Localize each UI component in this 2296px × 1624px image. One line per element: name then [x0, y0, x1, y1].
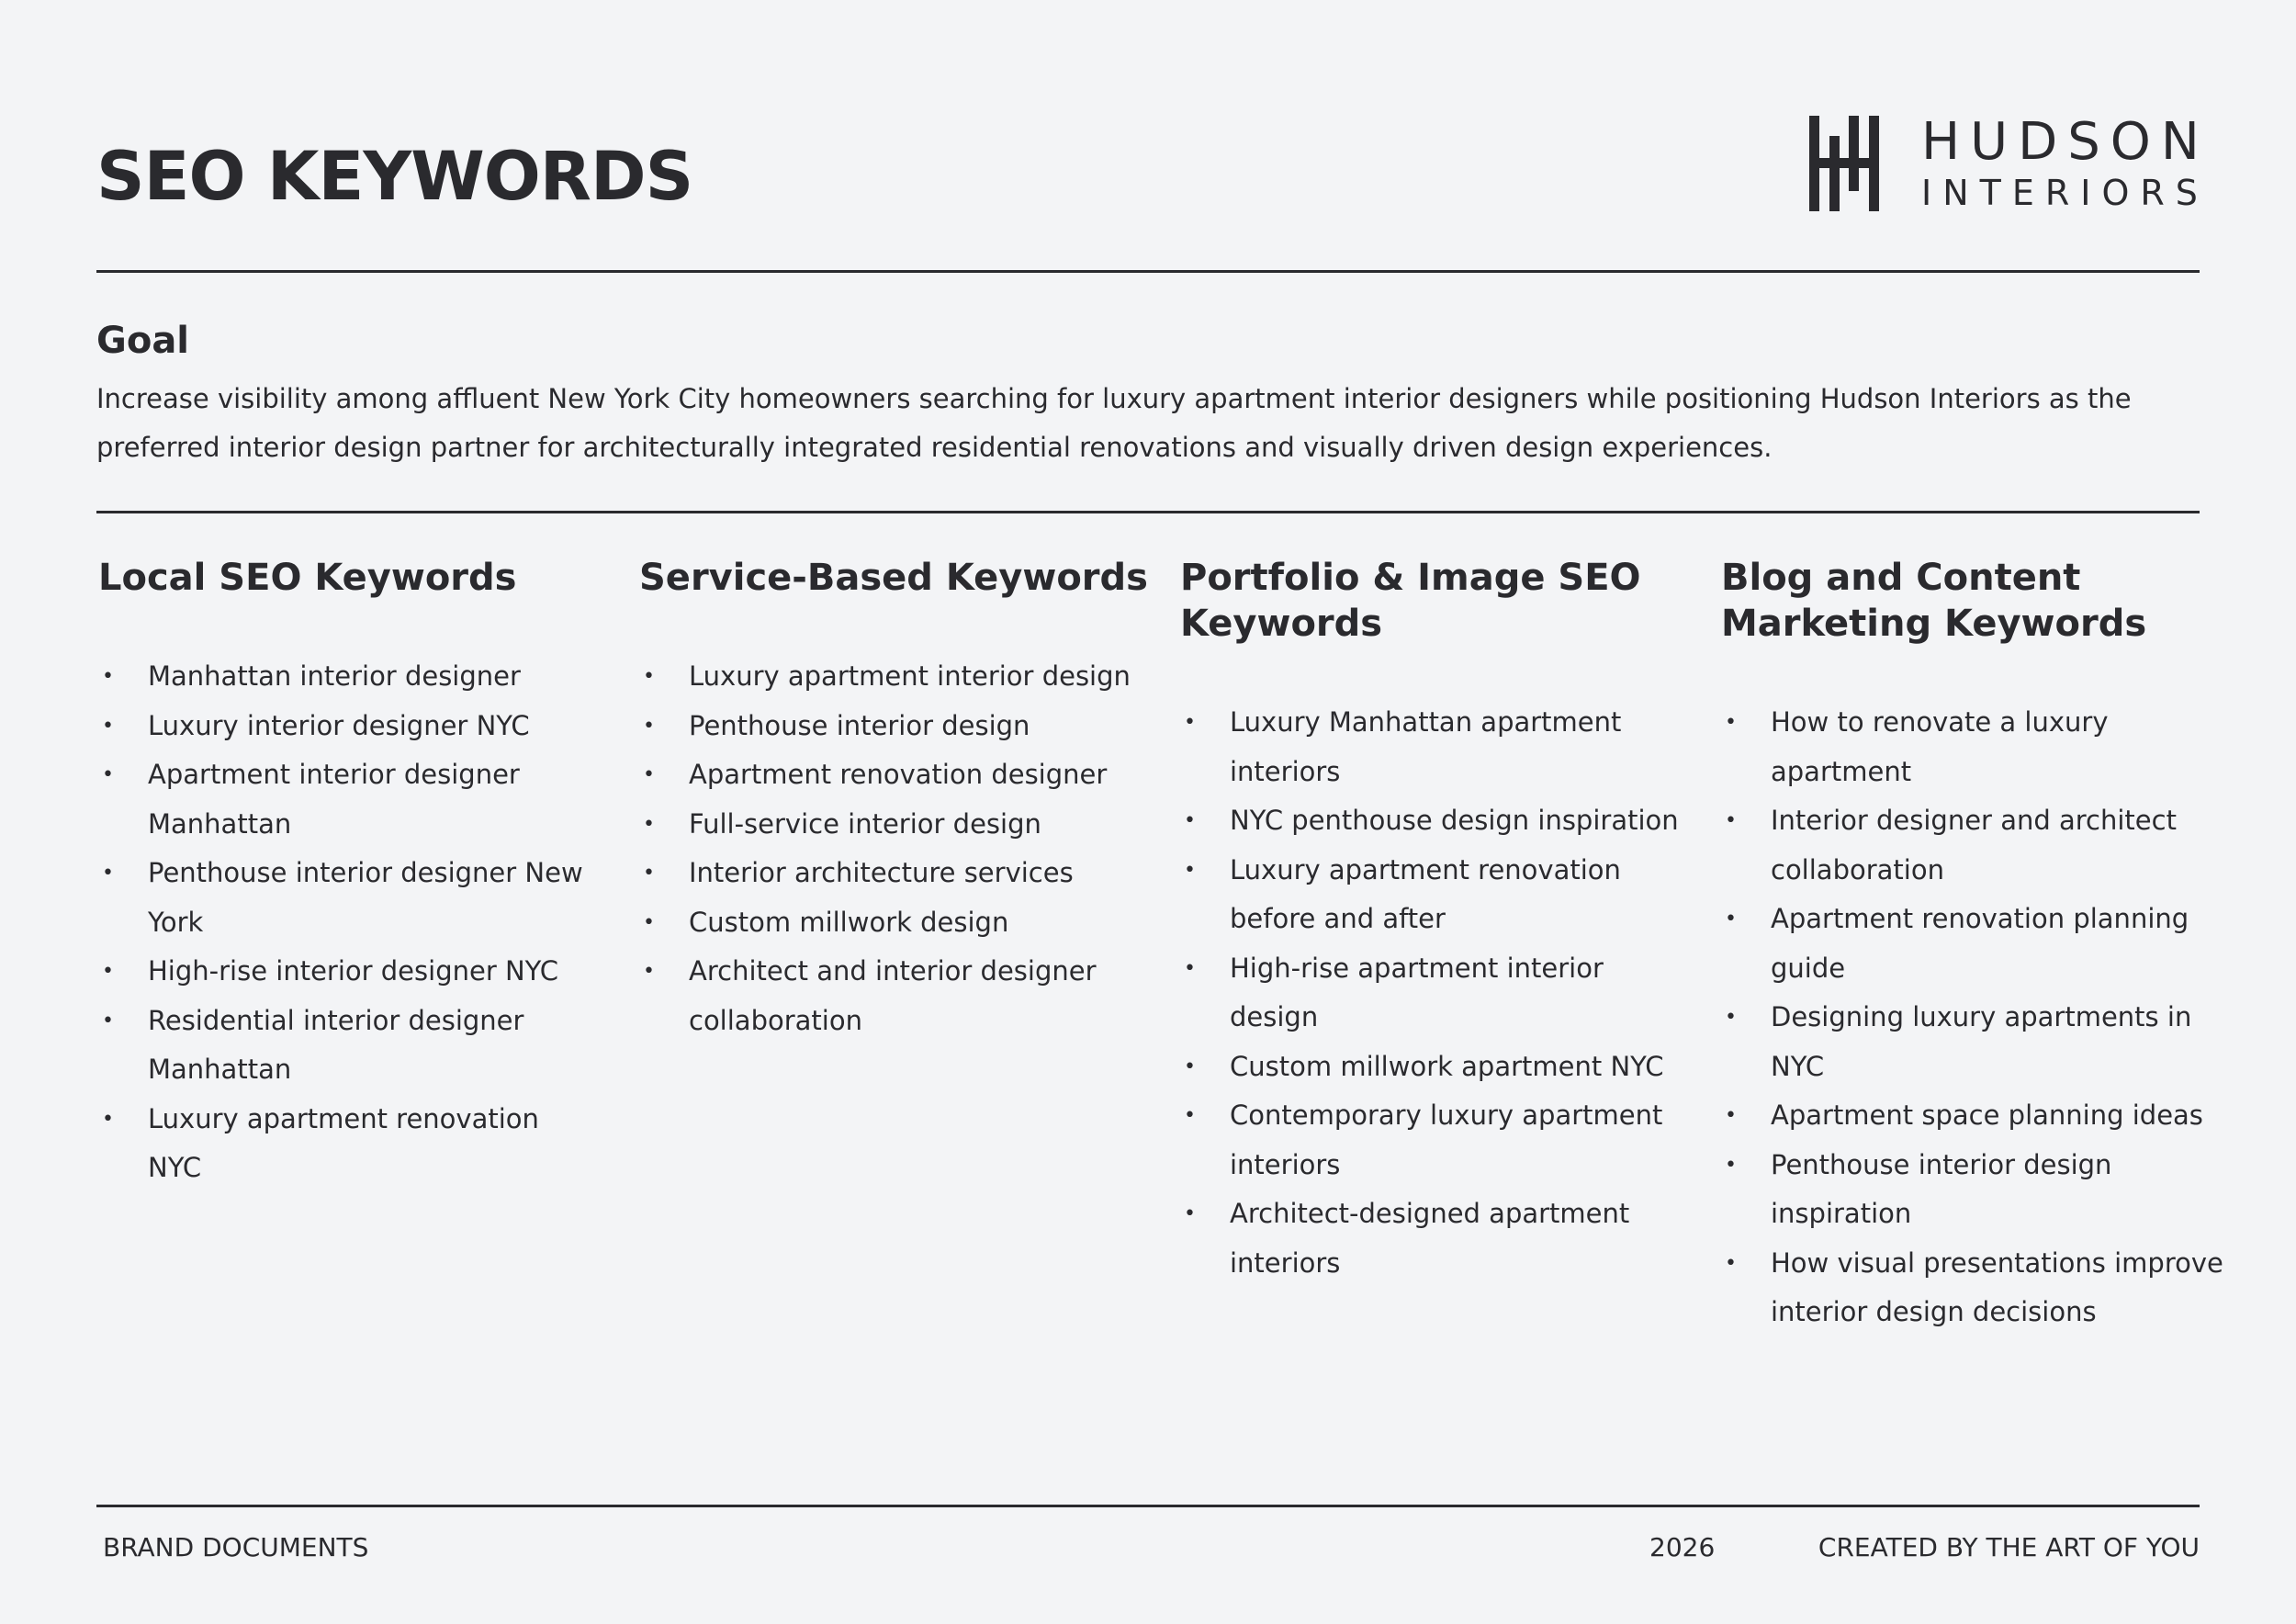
keyword-text: High-rise apartment interior design: [1230, 952, 1604, 1032]
keyword-list: [1721, 698, 2235, 1337]
bullet-icon: •: [1184, 711, 1196, 734]
keyword-text: How to renovate a luxury apartment: [1771, 706, 2109, 787]
keyword-text: Custom millwork apartment NYC: [1230, 1050, 1664, 1082]
keyword-text: Penthouse interior designer New York: [148, 857, 583, 938]
bullet-icon: •: [643, 910, 655, 934]
bullet-icon: •: [1184, 809, 1196, 832]
column-heading: Service-Based Keywords: [639, 557, 1148, 599]
bullet-icon: •: [1184, 1054, 1196, 1078]
keyword-list: [98, 652, 613, 1193]
column-heading: Blog and Content Marketing Keywords: [1721, 557, 2147, 645]
bullet-icon: •: [102, 714, 114, 738]
bullet-icon: •: [643, 862, 655, 885]
keyword-text: Interior designer and architect collaboration: [1771, 805, 2177, 885]
bullet-icon: •: [1725, 711, 1737, 734]
keyword-item: [639, 849, 1154, 898]
keyword-item: [1180, 1043, 1694, 1092]
keyword-item: [98, 997, 594, 1095]
keyword-text: Luxury apartment renovation NYC: [148, 1102, 539, 1183]
keyword-column-local: [98, 555, 613, 1193]
keyword-item: [1721, 1141, 2235, 1239]
bullet-icon: •: [1184, 1202, 1196, 1225]
bullet-icon: •: [1184, 1104, 1196, 1127]
keyword-text: Luxury apartment interior design: [689, 660, 1131, 692]
column-heading: Portfolio & Image SEO Keywords: [1180, 557, 1641, 645]
keyword-text: Luxury Manhattan apartment interiors: [1230, 706, 1622, 787]
bullet-icon: •: [1184, 956, 1196, 980]
keyword-text: Apartment renovation designer: [689, 759, 1108, 790]
keyword-column-service: [639, 555, 1154, 1045]
keyword-item: [1180, 698, 1694, 796]
keyword-item: [1180, 796, 1694, 846]
keyword-text: How visual presentations improve interior design decisions: [1771, 1246, 2223, 1327]
keyword-item: [1180, 944, 1694, 1043]
bullet-icon: •: [1725, 1153, 1737, 1177]
keyword-list: [1180, 698, 1694, 1288]
keyword-text: Interior architecture services: [689, 857, 1074, 888]
keyword-text: Apartment space planning ideas: [1771, 1100, 2203, 1131]
keyword-item: [1180, 1091, 1694, 1190]
keyword-text: Full-service interior design: [689, 807, 1041, 840]
bullet-icon: •: [643, 665, 655, 688]
goal-heading: Goal: [96, 320, 190, 362]
bullet-icon: •: [102, 960, 114, 983]
keyword-item: [98, 1095, 594, 1193]
keyword-text: NYC penthouse design inspiration: [1230, 805, 1679, 836]
keyword-text: Penthouse interior design inspiration: [1771, 1148, 2112, 1229]
bullet-icon: •: [1725, 809, 1737, 832]
bullet-icon: •: [643, 763, 655, 786]
footer-year: 2026: [1649, 1532, 1716, 1562]
keyword-text: Luxury apartment renovation before and after: [1230, 853, 1621, 934]
keyword-item: [1721, 993, 2235, 1091]
bullet-icon: •: [643, 960, 655, 983]
keyword-text: Luxury interior designer NYC: [148, 709, 530, 741]
keyword-text: Designing luxury apartments in NYC: [1771, 1001, 2192, 1082]
footer-label: BRAND DOCUMENTS: [103, 1532, 369, 1562]
keyword-item: [98, 947, 594, 997]
keyword-text: Contemporary luxury apartment interiors: [1230, 1100, 1663, 1180]
footer-credit: CREATED BY THE ART OF YOU: [1818, 1532, 2200, 1562]
bullet-icon: •: [1725, 1104, 1737, 1127]
keyword-text: Manhattan interior designer: [148, 660, 521, 692]
keyword-item: [639, 652, 1154, 702]
keyword-item: [1721, 1239, 2235, 1337]
divider-footer: [96, 1505, 2200, 1507]
keyword-item: [639, 947, 1154, 1045]
bullet-icon: •: [102, 763, 114, 786]
logo-wordmark-line2: INTERIORS: [1921, 173, 2209, 213]
keyword-item: [1721, 1091, 2235, 1141]
divider-top: [96, 270, 2200, 273]
keyword-text: Architect-designed apartment interiors: [1230, 1198, 1630, 1279]
keyword-item: [1721, 796, 2235, 895]
bullet-icon: •: [102, 1009, 114, 1032]
keyword-item: [98, 652, 594, 702]
goal-text: Increase visibility among affluent New York City homeowners searching for luxury apartment interior designers while positioning Hudson Interiors as the preferred interior design partner for architecturally integrated residential renovations and visually driven design experiences.: [96, 383, 2132, 463]
keyword-item: [1180, 846, 1694, 944]
keyword-text: Residential interior designer Manhattan: [148, 1004, 524, 1085]
keyword-item: [1721, 895, 2235, 993]
bullet-icon: •: [643, 812, 655, 836]
keyword-text: Penthouse interior design: [689, 709, 1030, 741]
page-title: SEO KEYWORDS: [96, 138, 693, 216]
bullet-icon: •: [102, 862, 114, 885]
brand-logo: [1809, 112, 2210, 213]
keyword-item: [639, 702, 1154, 751]
divider-middle: [96, 511, 2200, 513]
bullet-icon: •: [1725, 1251, 1737, 1275]
keyword-text: Apartment interior designer Manhattan: [148, 759, 520, 840]
keyword-item: [639, 800, 1154, 850]
bullet-icon: •: [1725, 908, 1737, 930]
hh-monogram-icon: [1809, 116, 1879, 211]
bullet-icon: •: [1184, 858, 1196, 882]
keyword-column-portfolio: [1180, 555, 1694, 1288]
bullet-icon: •: [102, 665, 114, 688]
keyword-item: [639, 898, 1154, 948]
keyword-item: [639, 750, 1154, 800]
keyword-item: [98, 702, 594, 751]
bullet-icon: •: [1725, 1006, 1737, 1029]
bullet-icon: •: [102, 1107, 114, 1131]
keyword-item: [98, 750, 594, 849]
keyword-item: [98, 849, 594, 947]
keyword-text: Custom millwork design: [689, 906, 1009, 938]
keyword-list: [639, 652, 1154, 1045]
keyword-item: [1721, 698, 2235, 796]
column-heading: Local SEO Keywords: [98, 557, 517, 599]
keyword-text: High-rise interior designer NYC: [148, 955, 559, 987]
bullet-icon: •: [643, 714, 655, 738]
keyword-item: [1180, 1190, 1694, 1288]
logo-wordmark-line1: HUDSON: [1921, 112, 2210, 172]
keyword-text: Apartment renovation planning guide: [1771, 903, 2189, 984]
keyword-column-blog: [1721, 555, 2235, 1337]
keyword-text: Architect and interior designer collaboration: [689, 955, 1097, 1036]
